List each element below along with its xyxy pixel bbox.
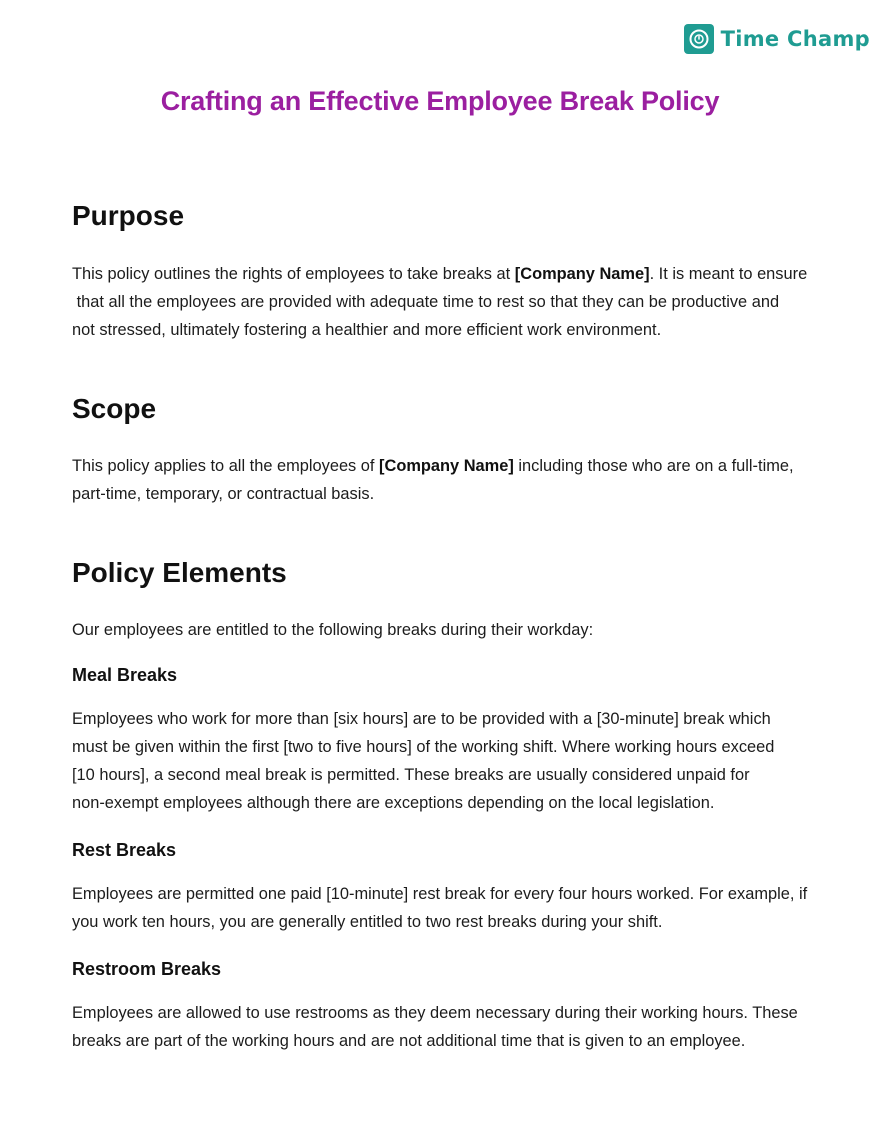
- scope-text-3: part-time, temporary, or contractual basis.: [72, 485, 375, 503]
- meal-line-3: [10 hours], a second meal break is permitted. These breaks are usually considered unpaid for: [72, 766, 750, 784]
- scope-text-2: including those who are on a full-time,: [513, 457, 794, 475]
- scope-paragraph: [72, 452, 862, 508]
- document-title: Crafting an Effective Employee Break Policy: [160, 86, 720, 116]
- restroom-line-2: breaks are part of the working hours and are not additional time that is given to an employee.: [72, 1032, 746, 1050]
- scope-section: [72, 389, 862, 508]
- restroom-breaks-heading: Restroom Breaks: [72, 959, 222, 979]
- rest-line-1: Employees are permitted one paid [10-minute] rest break for every four hours worked. For example, if: [72, 885, 808, 903]
- company-name-placeholder: [Company Name]: [514, 265, 650, 283]
- scope-text-1: This policy applies to all the employees of: [72, 457, 380, 475]
- rest-breaks-paragraph: [72, 880, 862, 936]
- rest-breaks-subsection: [72, 837, 862, 936]
- company-name-placeholder: [Company Name]: [379, 457, 514, 475]
- document-body: [72, 196, 862, 1055]
- restroom-line-1: Employees are allowed to use restrooms as they deem necessary during their working hours. These: [72, 1004, 798, 1022]
- purpose-section: [72, 196, 862, 344]
- purpose-text-1: This policy outlines the rights of employees to take breaks at: [72, 265, 515, 283]
- rest-line-2: you work ten hours, you are generally entitled to two rest breaks during your shift.: [72, 913, 663, 931]
- purpose-paragraph: [72, 260, 862, 344]
- purpose-text-3: that all the employees are provided with adequate time to rest so that they can be productive and: [76, 293, 780, 311]
- purpose-text-4: not stressed, ultimately fostering a healthier and more efficient work environment.: [72, 321, 662, 339]
- policy-elements-heading: Policy Elements: [72, 557, 287, 588]
- purpose-heading: Purpose: [72, 200, 185, 231]
- scope-heading: Scope: [72, 393, 157, 424]
- purpose-text-2: . It is meant to ensure: [649, 265, 808, 283]
- meal-line-1: Employees who work for more than [six hours] are to be provided with a [30-minute] break which: [72, 710, 771, 728]
- restroom-breaks-subsection: [72, 956, 862, 1055]
- clock-icon: [684, 24, 714, 54]
- policy-elements-section: [72, 553, 862, 1055]
- meal-line-4: non-exempt employees although there are exceptions depending on the local legislation.: [72, 794, 715, 812]
- meal-breaks-paragraph: [72, 705, 862, 817]
- restroom-breaks-paragraph: [72, 999, 862, 1055]
- meal-line-2: must be given within the first [two to five hours] of the working shift. Where working hours exceed: [72, 738, 775, 756]
- meal-breaks-heading: Meal Breaks: [72, 665, 178, 685]
- brand-logo: [684, 24, 870, 54]
- rest-breaks-heading: Rest Breaks: [72, 840, 177, 860]
- brand-name: Time Champ: [720, 27, 870, 51]
- policy-elements-intro: Our employees are entitled to the following breaks during their workday:: [72, 621, 594, 639]
- meal-breaks-subsection: [72, 662, 862, 817]
